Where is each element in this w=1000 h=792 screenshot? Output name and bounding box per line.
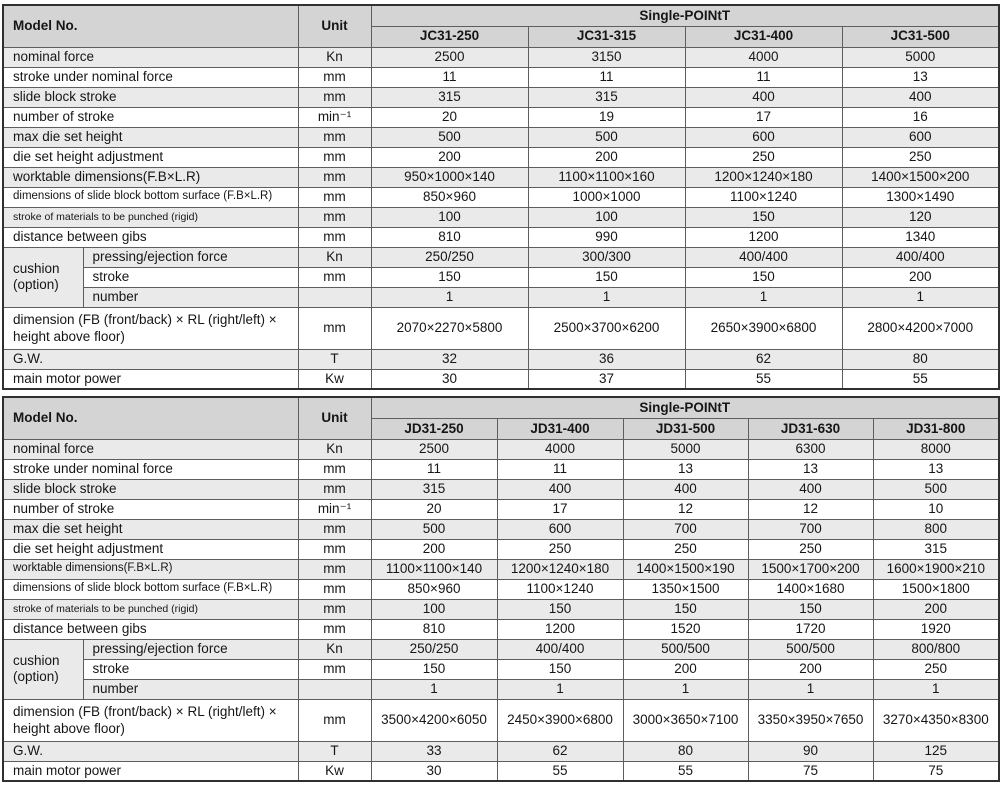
row-label: worktable dimensions(F.B×L.R)	[3, 167, 298, 187]
value-cell: 400/400	[842, 247, 999, 267]
row-label: G.W.	[3, 349, 298, 369]
value-cell: 1	[497, 679, 623, 699]
unit-cell: mm	[298, 659, 371, 679]
model-no-header: Model No.	[3, 397, 298, 439]
value-cell: 250	[748, 539, 873, 559]
unit-cell: T	[298, 741, 371, 761]
row-label: number of stroke	[3, 499, 298, 519]
value-cell: 55	[685, 369, 842, 389]
value-cell: 62	[685, 349, 842, 369]
value-cell: 250	[685, 147, 842, 167]
value-cell: 950×1000×140	[371, 167, 528, 187]
unit-cell	[298, 287, 371, 307]
row-label: distance between gibs	[3, 619, 298, 639]
value-cell: 13	[623, 459, 748, 479]
model-header: JD31-800	[873, 418, 999, 439]
unit-cell: mm	[298, 699, 371, 741]
value-cell: 150	[685, 207, 842, 227]
header-row	[3, 5, 999, 26]
value-cell: 150	[748, 599, 873, 619]
model-header: JD31-500	[623, 418, 748, 439]
table-row	[3, 107, 999, 127]
value-cell: 3000×3650×7100	[623, 699, 748, 741]
value-cell: 37	[528, 369, 685, 389]
value-cell: 300/300	[528, 247, 685, 267]
value-cell: 17	[685, 107, 842, 127]
value-cell: 1	[685, 287, 842, 307]
value-cell: 250/250	[371, 639, 497, 659]
value-cell: 200	[371, 147, 528, 167]
value-cell: 1920	[873, 619, 999, 639]
value-cell: 250	[873, 659, 999, 679]
value-cell: 850×960	[371, 187, 528, 207]
value-cell: 125	[873, 741, 999, 761]
unit-cell: mm	[298, 207, 371, 227]
jc31-spec-table	[2, 4, 1000, 390]
unit-cell: mm	[298, 539, 371, 559]
model-header: JD31-250	[371, 418, 497, 439]
value-cell: 150	[528, 267, 685, 287]
unit-cell: Kn	[298, 439, 371, 459]
value-cell: 3150	[528, 47, 685, 67]
row-label: number of stroke	[3, 107, 298, 127]
value-cell: 1100×1240	[685, 187, 842, 207]
value-cell: 1	[371, 679, 497, 699]
value-cell: 150	[497, 599, 623, 619]
value-cell: 150	[497, 659, 623, 679]
value-cell: 150	[685, 267, 842, 287]
value-cell: 1200×1240×180	[685, 167, 842, 187]
value-cell: 11	[528, 67, 685, 87]
value-cell: 100	[371, 207, 528, 227]
table-row	[3, 227, 999, 247]
row-label: slide block stroke	[3, 479, 298, 499]
value-cell: 19	[528, 107, 685, 127]
value-cell: 810	[371, 619, 497, 639]
value-cell: 700	[748, 519, 873, 539]
value-cell: 500	[371, 127, 528, 147]
table-row	[3, 439, 999, 459]
value-cell: 1400×1680	[748, 579, 873, 599]
value-cell: 5000	[842, 47, 999, 67]
table-row	[3, 87, 999, 107]
value-cell: 315	[371, 87, 528, 107]
value-cell: 1720	[748, 619, 873, 639]
value-cell: 11	[371, 67, 528, 87]
value-cell: 500	[371, 519, 497, 539]
jd31-spec-table	[2, 396, 1000, 782]
value-cell: 800/800	[873, 639, 999, 659]
value-cell: 55	[497, 761, 623, 781]
value-cell: 33	[371, 741, 497, 761]
table-row	[3, 459, 999, 479]
value-cell: 80	[842, 349, 999, 369]
table-row	[3, 639, 999, 659]
value-cell: 55	[842, 369, 999, 389]
value-cell: 30	[371, 369, 528, 389]
table-row	[3, 147, 999, 167]
row-label: pressing/ejection force	[83, 639, 298, 659]
value-cell: 990	[528, 227, 685, 247]
value-cell: 13	[748, 459, 873, 479]
table-row	[3, 741, 999, 761]
value-cell: 1000×1000	[528, 187, 685, 207]
unit-cell: mm	[298, 619, 371, 639]
value-cell: 200	[371, 539, 497, 559]
unit-cell: Kw	[298, 761, 371, 781]
value-cell: 3270×4350×8300	[873, 699, 999, 741]
value-cell: 810	[371, 227, 528, 247]
row-label: distance between gibs	[3, 227, 298, 247]
unit-cell: Kn	[298, 47, 371, 67]
group-header: Single-POINtT	[371, 5, 999, 26]
value-cell: 1	[748, 679, 873, 699]
value-cell: 75	[873, 761, 999, 781]
value-cell: 10	[873, 499, 999, 519]
model-header: JC31-400	[685, 26, 842, 47]
value-cell: 62	[497, 741, 623, 761]
row-label: die set height adjustment	[3, 147, 298, 167]
value-cell: 4000	[685, 47, 842, 67]
value-cell: 315	[371, 479, 497, 499]
table-row	[3, 127, 999, 147]
unit-cell: T	[298, 349, 371, 369]
value-cell: 2450×3900×6800	[497, 699, 623, 741]
value-cell: 400	[842, 87, 999, 107]
value-cell: 2500	[371, 47, 528, 67]
row-label: slide block stroke	[3, 87, 298, 107]
value-cell: 1500×1700×200	[748, 559, 873, 579]
unit-header: Unit	[298, 397, 371, 439]
table-row	[3, 187, 999, 207]
cushion-group-label: cushion (option)	[3, 247, 83, 307]
value-cell: 2500×3700×6200	[528, 307, 685, 349]
value-cell: 75	[748, 761, 873, 781]
unit-cell: mm	[298, 67, 371, 87]
table-row	[3, 247, 999, 267]
value-cell: 1	[623, 679, 748, 699]
value-cell: 11	[685, 67, 842, 87]
cushion-group-label: cushion (option)	[3, 639, 83, 699]
value-cell: 100	[528, 207, 685, 227]
row-label: number	[83, 679, 298, 699]
value-cell: 700	[623, 519, 748, 539]
value-cell: 200	[748, 659, 873, 679]
value-cell: 150	[371, 659, 497, 679]
unit-cell	[298, 679, 371, 699]
row-label: stroke under nominal force	[3, 459, 298, 479]
table-row	[3, 619, 999, 639]
value-cell: 30	[371, 761, 497, 781]
value-cell: 315	[528, 87, 685, 107]
unit-cell: mm	[298, 187, 371, 207]
unit-cell: Kn	[298, 247, 371, 267]
table-row	[3, 539, 999, 559]
value-cell: 2650×3900×6800	[685, 307, 842, 349]
value-cell: 150	[371, 267, 528, 287]
unit-cell: Kw	[298, 369, 371, 389]
unit-header: Unit	[298, 5, 371, 47]
table-row	[3, 207, 999, 227]
row-label: stroke of materials to be punched (rigid)	[3, 207, 298, 227]
table-row	[3, 369, 999, 389]
value-cell: 500	[873, 479, 999, 499]
value-cell: 400	[497, 479, 623, 499]
row-label: worktable dimensions(F.B×L.R)	[3, 559, 298, 579]
model-header: JC31-250	[371, 26, 528, 47]
value-cell: 80	[623, 741, 748, 761]
value-cell: 315	[873, 539, 999, 559]
value-cell: 600	[497, 519, 623, 539]
unit-cell: mm	[298, 127, 371, 147]
value-cell: 1100×1100×160	[528, 167, 685, 187]
table-row	[3, 761, 999, 781]
row-label: nominal force	[3, 47, 298, 67]
value-cell: 1	[528, 287, 685, 307]
row-label: nominal force	[3, 439, 298, 459]
value-cell: 1400×1500×200	[842, 167, 999, 187]
unit-cell: min⁻¹	[298, 499, 371, 519]
value-cell: 4000	[497, 439, 623, 459]
value-cell: 250	[842, 147, 999, 167]
value-cell: 17	[497, 499, 623, 519]
row-label: dimension (FB (front/back) × RL (right/left) × height above floor)	[3, 699, 298, 741]
value-cell: 1520	[623, 619, 748, 639]
value-cell: 20	[371, 499, 497, 519]
value-cell: 500/500	[748, 639, 873, 659]
value-cell: 1	[842, 287, 999, 307]
value-cell: 11	[497, 459, 623, 479]
value-cell: 1350×1500	[623, 579, 748, 599]
value-cell: 1100×1100×140	[371, 559, 497, 579]
value-cell: 250	[623, 539, 748, 559]
value-cell: 200	[528, 147, 685, 167]
row-label: dimensions of slide block bottom surface (F.B×L.R)	[3, 187, 298, 207]
value-cell: 1340	[842, 227, 999, 247]
group-header: Single-POINtT	[371, 397, 999, 418]
value-cell: 12	[623, 499, 748, 519]
unit-cell: mm	[298, 579, 371, 599]
value-cell: 400	[685, 87, 842, 107]
value-cell: 500/500	[623, 639, 748, 659]
table-row	[3, 167, 999, 187]
table-row	[3, 519, 999, 539]
value-cell: 3350×3950×7650	[748, 699, 873, 741]
unit-cell: mm	[298, 599, 371, 619]
table-row	[3, 349, 999, 369]
value-cell: 2800×4200×7000	[842, 307, 999, 349]
row-label: main motor power	[3, 761, 298, 781]
unit-cell: mm	[298, 479, 371, 499]
value-cell: 150	[623, 599, 748, 619]
value-cell: 1600×1900×210	[873, 559, 999, 579]
row-label: stroke of materials to be punched (rigid)	[3, 599, 298, 619]
table-row	[3, 499, 999, 519]
unit-cell: mm	[298, 519, 371, 539]
row-label: main motor power	[3, 369, 298, 389]
value-cell: 250	[497, 539, 623, 559]
value-cell: 1400×1500×190	[623, 559, 748, 579]
value-cell: 90	[748, 741, 873, 761]
value-cell: 13	[873, 459, 999, 479]
value-cell: 20	[371, 107, 528, 127]
value-cell: 6300	[748, 439, 873, 459]
table-row	[3, 307, 999, 349]
value-cell: 1300×1490	[842, 187, 999, 207]
row-label: stroke	[83, 659, 298, 679]
row-label: dimensions of slide block bottom surface (F.B×L.R)	[3, 579, 298, 599]
table-row	[3, 579, 999, 599]
value-cell: 1200×1240×180	[497, 559, 623, 579]
value-cell: 600	[685, 127, 842, 147]
value-cell: 11	[371, 459, 497, 479]
value-cell: 2070×2270×5800	[371, 307, 528, 349]
unit-cell: Kn	[298, 639, 371, 659]
value-cell: 32	[371, 349, 528, 369]
table-row	[3, 479, 999, 499]
value-cell: 5000	[623, 439, 748, 459]
model-header: JC31-315	[528, 26, 685, 47]
value-cell: 1	[873, 679, 999, 699]
row-label: max die set height	[3, 519, 298, 539]
value-cell: 2500	[371, 439, 497, 459]
row-label: G.W.	[3, 741, 298, 761]
value-cell: 200	[623, 659, 748, 679]
row-label: max die set height	[3, 127, 298, 147]
row-label: die set height adjustment	[3, 539, 298, 559]
unit-cell: min⁻¹	[298, 107, 371, 127]
value-cell: 400/400	[685, 247, 842, 267]
value-cell: 100	[371, 599, 497, 619]
table-row	[3, 287, 999, 307]
table-row	[3, 699, 999, 741]
table-row	[3, 599, 999, 619]
table-row	[3, 267, 999, 287]
unit-cell: mm	[298, 87, 371, 107]
unit-cell: mm	[298, 459, 371, 479]
model-no-header: Model No.	[3, 5, 298, 47]
value-cell: 13	[842, 67, 999, 87]
row-label: stroke	[83, 267, 298, 287]
value-cell: 1	[371, 287, 528, 307]
table-row	[3, 47, 999, 67]
unit-cell: mm	[298, 559, 371, 579]
row-label: stroke under nominal force	[3, 67, 298, 87]
table-row	[3, 659, 999, 679]
value-cell: 400/400	[497, 639, 623, 659]
value-cell: 850×960	[371, 579, 497, 599]
value-cell: 8000	[873, 439, 999, 459]
value-cell: 600	[842, 127, 999, 147]
table-row	[3, 559, 999, 579]
value-cell: 12	[748, 499, 873, 519]
value-cell: 400	[748, 479, 873, 499]
unit-cell: mm	[298, 147, 371, 167]
unit-cell: mm	[298, 267, 371, 287]
value-cell: 16	[842, 107, 999, 127]
value-cell: 1200	[685, 227, 842, 247]
value-cell: 250/250	[371, 247, 528, 267]
row-label: number	[83, 287, 298, 307]
table-row	[3, 679, 999, 699]
value-cell: 200	[873, 599, 999, 619]
value-cell: 1500×1800	[873, 579, 999, 599]
model-header: JD31-400	[497, 418, 623, 439]
table-row	[3, 67, 999, 87]
unit-cell: mm	[298, 307, 371, 349]
value-cell: 3500×4200×6050	[371, 699, 497, 741]
row-label: dimension (FB (front/back) × RL (right/left) × height above floor)	[3, 307, 298, 349]
value-cell: 500	[528, 127, 685, 147]
unit-cell: mm	[298, 167, 371, 187]
row-label: pressing/ejection force	[83, 247, 298, 267]
value-cell: 400	[623, 479, 748, 499]
value-cell: 36	[528, 349, 685, 369]
value-cell: 55	[623, 761, 748, 781]
value-cell: 200	[842, 267, 999, 287]
value-cell: 120	[842, 207, 999, 227]
header-row	[3, 397, 999, 418]
model-header: JD31-630	[748, 418, 873, 439]
value-cell: 1200	[497, 619, 623, 639]
model-header: JC31-500	[842, 26, 999, 47]
value-cell: 1100×1240	[497, 579, 623, 599]
value-cell: 800	[873, 519, 999, 539]
unit-cell: mm	[298, 227, 371, 247]
